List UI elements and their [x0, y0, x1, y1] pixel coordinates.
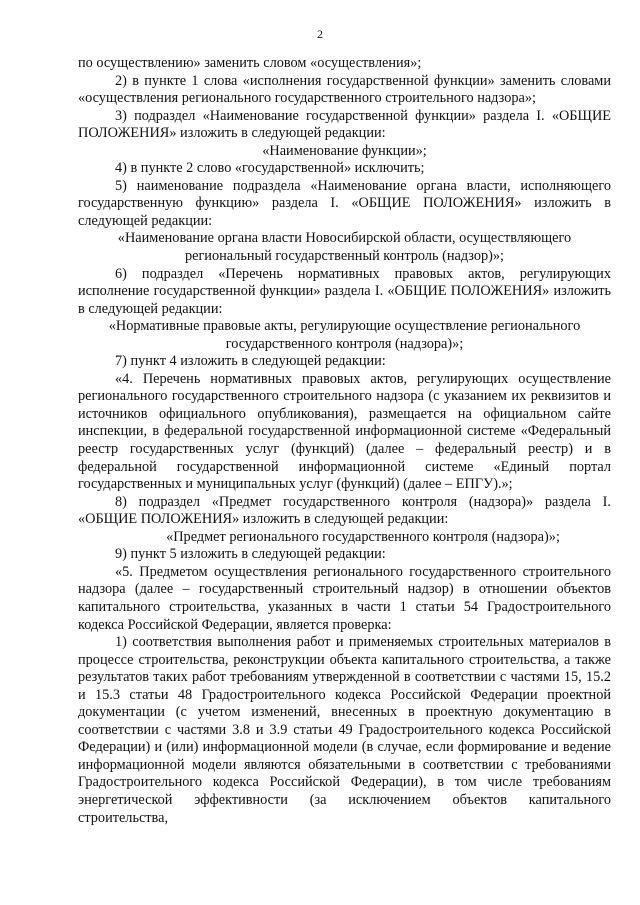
document-body: [78, 55, 611, 827]
text-paragraph: 7) пункт 4 изложить в следующей редакции:: [115, 353, 386, 370]
text-paragraph: 6) подраздел «Перечень нормативных правовых актов, регулирующих исполнение государственной функции» раздела I. «ОБЩИЕ ПОЛОЖЕНИЯ» изложить в следующей редакции:: [78, 265, 611, 317]
text-paragraph: 8) подраздел «Предмет государственного контроля (надзора)» раздела I. «ОБЩИЕ ПОЛОЖЕНИЯ» изложить в следующей редакции:: [78, 493, 611, 528]
centered-heading-paragraph: «Нормативные правовые акты, регулирующие осуществление регионального государственного контроля (надзора)»;: [108, 318, 581, 352]
text-paragraph: 1) соответствия выполнения работ и применяемых строительных материалов в процессе строительства, реконструкции объекта капитального строительства, а также результатов таких работ требованиям утвержденной в соответствии с частями 15, 15.2 и 15.3 статьи 48 Градостроительного кодекса Российской Федерации проектной документации (с учетом изменений, внесенных в проектную документацию в соответствии с частями 3.8 и 3.9 статьи 49 Градостроительного кодекса Российской Федерации) и (или) информационной модели (в случае, если формирование и ведение информационной модели являются обязательными в соответствии с требованиями Градостроительного кодекса Российской Федерации), в том числе требованиям энергетической эффективности (за исключением объектов капитального строительства,: [78, 634, 611, 826]
text-paragraph: 4) в пункте 2 слово «государственной» исключить;: [115, 160, 425, 177]
text-paragraph: «5. Предметом осуществления регионального государственного строительного надзора (далее – государственный строительный надзор) в отношении объектов капитального строительства, указанных в части 1 статьи 54 Градостроительного кодекса Российской Федерации, является проверка:: [78, 563, 611, 633]
centered-heading-paragraph: «Наименование органа власти Новосибирской области, осуществляющего региональный государственный контроль (надзор)»;: [117, 230, 572, 265]
text-paragraph: по осуществлению» заменить словом «осуществления»;: [78, 55, 422, 71]
text-paragraph: 5) наименование подраздела «Наименование органа власти, исполняющего государственную функцию» раздела I. «ОБЩИЕ ПОЛОЖЕНИЯ» изложить в следующей редакции:: [78, 177, 611, 229]
centered-heading-paragraph: «Наименование функции»;: [262, 142, 427, 159]
text-paragraph: 2) в пункте 1 слова «исполнения государственной функции» заменить словами «осуществления регионального государственного строительного надзора»;: [78, 72, 611, 107]
centered-heading-paragraph: «Предмет регионального государственного контроля (надзора)»;: [166, 528, 560, 545]
text-paragraph: 3) подраздел «Наименование государственной функции» раздела I. «ОБЩИЕ ПОЛОЖЕНИЯ» изложить в следующей редакции:: [78, 107, 611, 142]
text-paragraph: 9) пункт 5 изложить в следующей редакции:: [115, 546, 386, 563]
text-paragraph: «4. Перечень нормативных правовых актов, регулирующих осуществление регионального государственного строительного надзора (с указанием их реквизитов и источников официального опубликования), размещается на официальном сайте инспекции, в федеральной государственной информационной системе «Федеральный реестр государственных услуг (функций) (далее – федеральный реестр) и в федеральной государственной информационной системе «Единый портал государственных и муниципальных услуг (функций) (далее – ЕПГУ).»;: [78, 370, 611, 493]
page-number: 2: [317, 27, 323, 41]
